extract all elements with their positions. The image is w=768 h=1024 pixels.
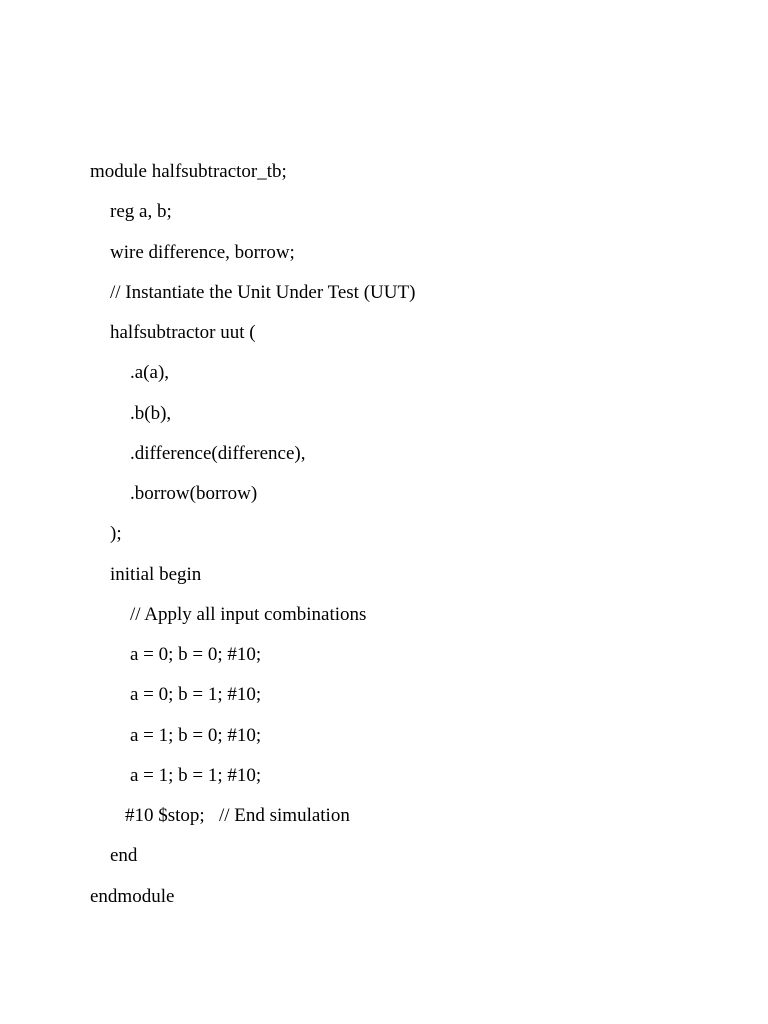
code-line-wire-declaration: wire difference, borrow;: [110, 241, 295, 263]
code-line-stimulus-00: a = 0; b = 0; #10;: [130, 644, 262, 665]
code-line-module-declaration: module halfsubtractor_tb;: [90, 161, 287, 182]
code-line-comment-instantiate: // Instantiate the Unit Under Test (UUT): [110, 281, 416, 303]
code-line-stimulus-11: a = 1; b = 1; #10;: [130, 764, 262, 786]
code-line-stimulus-10: a = 1; b = 0; #10;: [130, 724, 262, 746]
code-line-reg-declaration: reg a, b;: [110, 201, 172, 223]
code-line-port-difference: .difference(difference),: [130, 442, 306, 464]
code-line-instance-close: );: [110, 523, 122, 545]
code-line-end: end: [110, 845, 138, 867]
code-block: [90, 158, 415, 923]
code-line-stop: #10 $stop; // End simulation: [125, 805, 350, 826]
code-line-initial-begin: initial begin: [110, 563, 202, 585]
code-line-port-b: .b(b),: [130, 402, 172, 424]
code-line-port-a: .a(a),: [130, 362, 170, 384]
code-line-endmodule: endmodule: [90, 885, 175, 907]
code-line-stimulus-01: a = 0; b = 1; #10;: [130, 684, 262, 706]
code-line-port-borrow: .borrow(borrow): [130, 483, 258, 504]
code-line-uut-instance: halfsubtractor uut (: [110, 322, 256, 343]
code-line-comment-apply-inputs: // Apply all input combinations: [130, 603, 367, 625]
